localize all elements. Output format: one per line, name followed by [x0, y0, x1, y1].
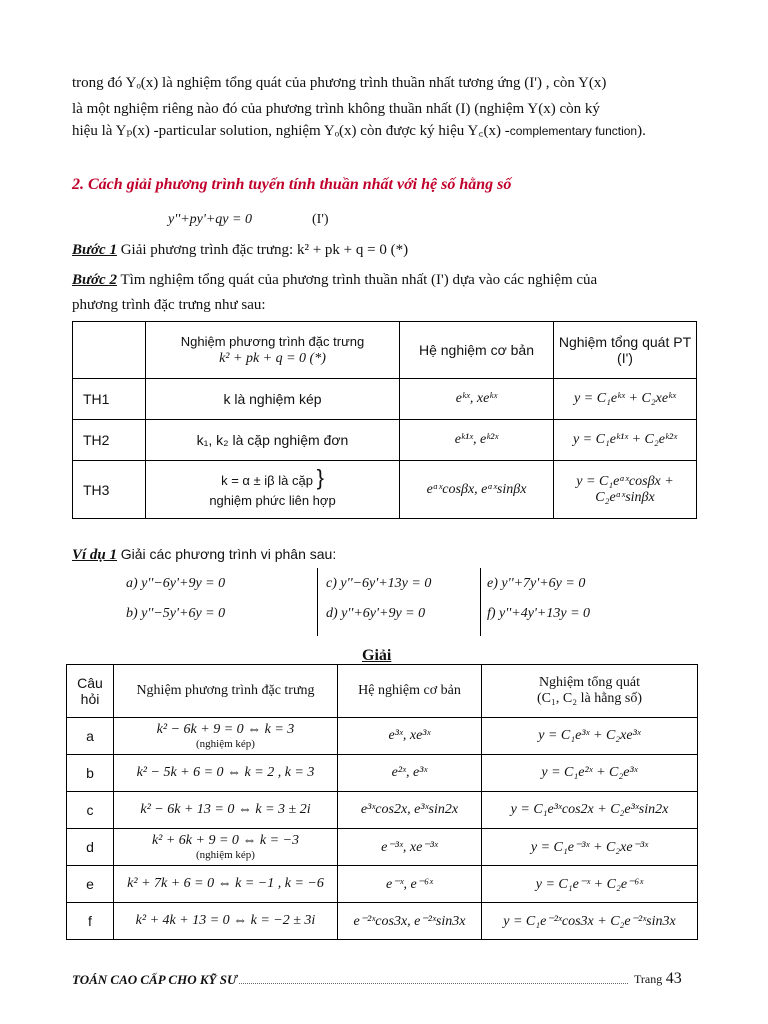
header-general-note: (C₁, C₂ là hằng số): [536, 691, 643, 706]
header-cell-general: Nghiệm tổng quát PT (I'): [554, 322, 697, 379]
example-text: Giải các phương trình vi phân sau:: [120, 546, 337, 562]
header-roots-label: Nghiệm phương trình đặc trưng: [180, 333, 365, 349]
general-cell: y = C₁e³ˣ + C₂xe³ˣ: [482, 718, 698, 755]
footer-page: [630, 970, 682, 988]
example-label: Ví dụ 1: [72, 547, 118, 563]
step-2: [72, 272, 696, 289]
table-header-row: [73, 322, 697, 379]
intro-line-1: trong đó Yₒ(x) là nghiệm tổng quát của phương trình thuần nhất tương ứng (I') , còn Y(x): [72, 75, 607, 91]
case-general: y = C₁eᵏˣ + C₂xeᵏˣ: [554, 379, 697, 420]
exercise-e: e) y''+7y'+6y = 0: [487, 576, 586, 591]
table-row: [73, 461, 697, 519]
general-cell: y = C₁e⁻³ˣ + C₂xe⁻³ˣ: [482, 829, 698, 866]
roots-cell: [114, 829, 338, 866]
step-1-text: Giải phương trình đặc trưng: k² + pk + q = 0 (*): [120, 242, 409, 258]
general-cell: y = C₁e²ˣ + C₂e³ˣ: [482, 755, 698, 792]
table-row: [67, 903, 698, 940]
equation-tag: (I'): [312, 212, 329, 227]
roots-cell: k² + 4k + 13 = 0 ⇔ k = −2 ± 3i: [114, 903, 338, 940]
basis-cell: e⁻ˣ, e⁻⁶ˣ: [338, 866, 482, 903]
roots-equation: k² + 6k + 9 = 0 ⇔ k = −3: [151, 833, 300, 848]
table-row: [67, 718, 698, 755]
roots-cell: k² − 5k + 6 = 0 ⇔ k = 2 , k = 3: [114, 755, 338, 792]
question-label: f: [67, 903, 114, 940]
footer-title: TOÁN CAO CẤP CHO KỸ SƯ: [72, 972, 238, 987]
table-header-row: [67, 665, 698, 718]
header-cell-roots: [146, 322, 400, 379]
table-row: [67, 829, 698, 866]
question-label: c: [67, 792, 114, 829]
exercise-c: c) y''−6y'+13y = 0: [326, 576, 432, 591]
table-row: [67, 792, 698, 829]
step-2-text-1: Tìm nghiệm tổng quát của phương trình thuần nhất (I') dựa vào các nghiệm của: [120, 272, 598, 288]
case-label: TH2: [73, 420, 146, 461]
step-1: [72, 242, 408, 259]
header-cell-roots: Nghiệm phương trình đặc trưng: [114, 665, 338, 718]
basis-cell: e⁻²ˣcos3x, e⁻²ˣsin3x: [338, 903, 482, 940]
roots-cell: [114, 718, 338, 755]
basis-cell: e²ˣ, e³ˣ: [338, 755, 482, 792]
case-label: TH1: [73, 379, 146, 420]
example-title: [72, 546, 336, 564]
case-basis: eᵏˣ, xeᵏˣ: [400, 379, 554, 420]
roots-cell: k² + 7k + 6 = 0 ⇔ k = −1 , k = −6: [114, 866, 338, 903]
homogeneous-equation: [168, 212, 329, 228]
intro-line-3-a: hiệu là Yₚ(x) -particular solution, nghiệm Yₒ(x) còn được ký hiệu Y꜀(x) -: [72, 123, 510, 139]
case-general: y = C₁eᵏ¹ˣ + C₂eᵏ²ˣ: [554, 420, 697, 461]
exercise-f: f) y''+4y'+13y = 0: [487, 606, 591, 621]
step-2-label: Bước 2: [72, 272, 117, 288]
roots-equation: k² − 6k + 9 = 0 ⇔ k = 3: [156, 722, 295, 737]
header-cell-general: [482, 665, 698, 718]
case-roots-line-1: k = α ± iβ là cặp: [221, 473, 313, 488]
header-roots-equation: k² + pk + q = 0 (*): [219, 350, 326, 366]
general-cell: y = C₁e³ˣcos2x + C₂e³ˣsin2x: [482, 792, 698, 829]
question-label: d: [67, 829, 114, 866]
exercise-a: a) y''−6y'+9y = 0: [126, 576, 226, 591]
basis-cell: e³ˣ, xe³ˣ: [338, 718, 482, 755]
table-row: [73, 420, 697, 461]
brace-symbol: }: [316, 465, 324, 490]
basis-cell: e⁻³ˣ, xe⁻³ˣ: [338, 829, 482, 866]
header-cell-basis: Hệ nghiệm cơ bản: [338, 665, 482, 718]
general-cell: y = C₁e⁻ˣ + C₂e⁻⁶ˣ: [482, 866, 698, 903]
solution-table: [66, 664, 698, 940]
basis-cell: e³ˣcos2x, e³ˣsin2x: [338, 792, 482, 829]
header-cell-empty: [73, 322, 146, 379]
header-general-label: Nghiệm tổng quát: [538, 675, 641, 690]
case-roots: [146, 461, 400, 519]
header-cell-basis: Hệ nghiệm cơ bản: [400, 322, 554, 379]
case-general: y = C₁eᵅˣcosβx + C₂eᵅˣsinβx: [554, 461, 697, 519]
exercise-b: b) y''−5y'+6y = 0: [126, 606, 226, 621]
case-roots: k₁, k₂ là cặp nghiệm đơn: [146, 420, 400, 461]
roots-note: (nghiệm kép): [196, 738, 255, 750]
footer-page-number: 43: [665, 970, 682, 987]
question-label: b: [67, 755, 114, 792]
intro-line-2: là một nghiệm riêng nào đó của phương trình không thuần nhất (I) (nghiệm Y(x) còn ký: [72, 101, 600, 117]
section-heading: 2. Cách giải phương trình tuyến tính thuần nhất với hệ số hằng số: [72, 176, 512, 193]
case-roots: k là nghiệm kép: [146, 379, 400, 420]
equation-text: y''+py'+qy = 0: [168, 212, 252, 227]
table-row: [73, 379, 697, 420]
solution-title: Giải: [362, 647, 392, 664]
roots-cell: k² − 6k + 13 = 0 ⇔ k = 3 ± 2i: [114, 792, 338, 829]
step-2-text-2: phương trình đặc trưng như sau:: [72, 297, 266, 313]
table-row: [67, 866, 698, 903]
roots-note: (nghiệm kép): [196, 849, 255, 861]
question-label: e: [67, 866, 114, 903]
divider-2: [480, 568, 481, 636]
solution-cases-table: [72, 321, 697, 519]
general-cell: y = C₁e⁻²ˣcos3x + C₂e⁻²ˣsin3x: [482, 903, 698, 940]
case-basis: eᵅˣcosβx, eᵅˣsinβx: [400, 461, 554, 519]
footer-page-label: Trang: [634, 972, 663, 986]
intro-line-3: [72, 118, 696, 144]
header-cell-question: Câu hỏi: [67, 665, 114, 718]
table-row: [67, 755, 698, 792]
divider-1: [317, 568, 318, 636]
question-label: a: [67, 718, 114, 755]
intro-line-3-b: complementary function: [509, 124, 638, 138]
exercise-d: d) y''+6y'+9y = 0: [326, 606, 426, 621]
case-label: TH3: [73, 461, 146, 519]
case-basis: eᵏ¹ˣ, eᵏ²ˣ: [400, 420, 554, 461]
intro-line-3-c: ).: [637, 123, 646, 139]
step-1-label: Bước 1: [72, 242, 117, 258]
case-roots-line-2: nghiệm phức liên hợp: [209, 493, 336, 508]
